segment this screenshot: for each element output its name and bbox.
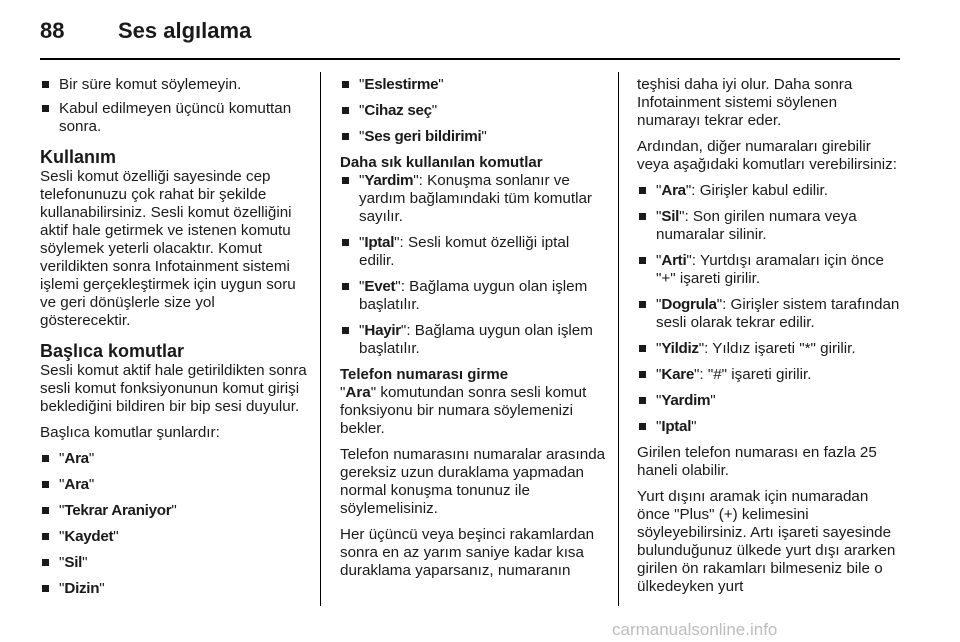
command-item: "Kaydet" [40,528,308,546]
command-item: "Iptal": Sesli komut özelliği iptal edilir. [340,234,608,270]
command-name: Sil [64,554,83,571]
section-heading-main-commands: Başlıca komutlar [40,341,185,361]
column-1 [40,76,308,606]
command-name: Sil [661,208,680,225]
command-name: Ses geri bildirimi [364,128,482,145]
command-description: : Konuşma sonlanır ve yardım bağlamındaki tüm komutlar sayılır. [359,172,592,225]
command-item: "Eslestirme" [340,76,608,94]
column-2 [340,76,608,588]
command-name: Dogrula [661,296,717,313]
column-divider [320,72,321,606]
command-item: "Dizin" [40,580,308,598]
section-heading-phone-entry: Telefon numarası girme [340,366,509,383]
command-item: "Arti": Yurtdışı aramaları için önce "+" işareti girilir. [637,252,902,288]
command-name: Arti [661,252,687,269]
command-name: Ara [345,384,371,401]
command-item: "Yardim": Konuşma sonlanır ve yardım bağlamındaki tüm komutlar sayılır. [340,172,608,226]
command-description: : "#" işareti girilir. [699,366,812,383]
header-rule [40,58,900,60]
command-item: "Tekrar Araniyor" [40,502,308,520]
command-item: "Evet": Bağlama uygun olan işlem başlatılır. [340,278,608,314]
command-description: : Girişler kabul edilir. [691,182,828,199]
main-commands-intro: Başlıca komutlar şunlardır: [40,424,220,441]
command-name: Ara [64,450,89,467]
command-name: Yardim [364,172,414,189]
list-item: Kabul edilmeyen üçüncü komuttan sonra. [40,100,308,136]
body-paragraph: Telefon numarasını numaralar arasında gereksiz uzun duraklama yapmadan normal konuşma tonunuz ile söylemelisiniz. [340,446,606,517]
command-item: "Ara" [40,450,308,468]
watermark: carmanualsonline.info [612,620,778,639]
command-name: Yildiz [661,340,699,357]
command-name: Iptal [364,234,395,251]
command-name: Iptal [661,418,692,435]
command-item: "Sil" [40,554,308,572]
section-heading-usage: Kullanım [40,147,117,167]
command-name: Eslestirme [364,76,439,93]
command-name: Dizin [64,580,100,597]
command-description: : Son girilen numara veya numaralar silinir. [656,208,857,243]
page-header [0,0,960,60]
command-name: Ara [661,182,686,199]
page-title: Ses algılama [118,18,252,43]
body-paragraph: Her üçüncü veya beşinci rakamlardan sonra en az yarım saniye kadar kısa duraklama yaparsanız, numaranın [340,526,595,579]
command-description: : Yıldız işareti "*" girilir. [704,340,856,357]
command-item: "Iptal" [637,418,902,436]
command-name: Cihaz seç [364,102,432,119]
command-item: "Yardim" [637,392,902,410]
command-item: "Kare": "#" işareti girilir. [637,366,902,384]
page-number: 88 [40,18,65,43]
list-item: Bir süre komut söylemeyin. [40,76,308,94]
body-paragraph: Yurt dışını aramak için numaradan önce "Plus" (+) kelimesini söyleyebilirsiniz. Artı işareti sayesinde bulunduğunuz ülkede yurt dışı ararken girilen ön rakamları bilmeseniz bile o ülkedeyken yurt [637,488,896,595]
command-item: "Sil": Son girilen numara veya numaralar silinir. [637,208,902,244]
section-heading-frequent: Daha sık kullanılan komutlar [340,154,543,171]
command-item: "Cihaz seç" [340,102,608,120]
phone-entry-text: komutundan sonra sesli komut fonksiyonu bir numara söylemenizi bekler. [340,384,587,437]
command-item: "Ara" [40,476,308,494]
command-name: Hayir [364,322,401,339]
command-description: : Yurtdışı aramaları için önce "+" işareti girilir. [656,252,884,287]
column-divider [618,72,619,606]
main-commands-paragraph: Sesli komut aktif hale getirildikten sonra sesli komut fonksiyonunun komut girişi beklediğini bildiren bir bip sesi duyulur. [40,362,307,415]
command-description: : Girişler sistem tarafından sesli olarak tekrar edilir. [656,296,900,331]
command-item: "Ses geri bildirimi" [340,128,608,146]
command-description: : Bağlama uygun olan işlem başlatılır. [359,322,593,357]
usage-paragraph: Sesli komut özelliği sayesinde cep telefonunuzu çok rahat bir şekilde kullanabilirsiniz. Sesli komut özelliğini aktif hale getirmek ve istenen komutu söylemek yeterli olacaktır. Komut verildikten sonra Infotainment sistemi işlemi gerçekleştirmek için uygun soru ve geri dönüşlerle size yol gösterecektir. [40,168,296,329]
command-item: "Dogrula": Girişler sistem tarafından sesli olarak tekrar edilir. [637,296,902,332]
command-item: "Yildiz": Yıldız işareti "*" girilir. [637,340,902,358]
command-name: Yardim [661,392,711,409]
phone-entry-paragraph: "Ara" komutundan sonra sesli komut fonksiyonu bir numara söylemenizi bekler. [340,384,587,437]
column-3 [637,76,902,604]
command-description: : Sesli komut özelliği iptal edilir. [359,234,570,269]
command-name: Kare [661,366,694,383]
command-item: "Ara": Girişler kabul edilir. [637,182,902,200]
command-name: Tekrar Araniyor [64,502,172,519]
command-item: "Hayir": Bağlama uygun olan işlem başlatılır. [340,322,608,358]
body-paragraph: teşhisi daha iyi olur. Daha sonra Infotainment sistemi söylenen numarayı tekrar eder. [637,76,853,129]
command-name: Evet [364,278,396,295]
body-paragraph: Girilen telefon numarası en fazla 25 haneli olabilir. [637,444,877,479]
command-name: Ara [64,476,89,493]
command-name: Kaydet [64,528,114,545]
body-paragraph: Ardından, diğer numaraları girebilir veya aşağıdaki komutları verebilirsiniz: [637,138,897,173]
command-description: : Bağlama uygun olan işlem başlatılır. [359,278,588,313]
